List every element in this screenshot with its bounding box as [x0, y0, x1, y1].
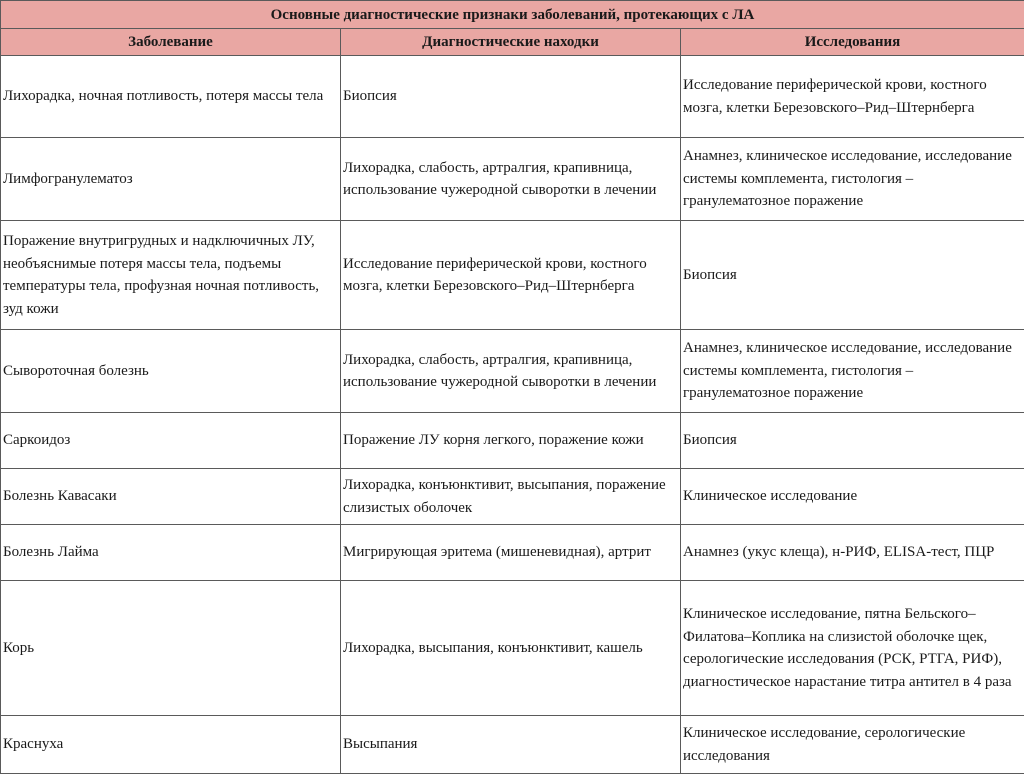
table-row — [1, 413, 1024, 469]
cell-studies: Анамнез, клиническое исследование, исследование системы комплемента, гистология – гранулематозное поражение — [681, 330, 1024, 413]
cell-studies: Исследование периферической крови, костного мозга, клетки Березовского–Рид–Штернберга — [681, 56, 1024, 138]
column-header-disease: Заболевание — [1, 29, 341, 56]
cell-disease: Поражение внутригрудных и надключичных ЛУ, необъяснимые потеря массы тела, подъемы температуры тела, профузная ночная потливость, зуд кожи — [1, 221, 341, 330]
cell-studies: Биопсия — [681, 221, 1024, 330]
table-row — [1, 138, 1024, 221]
cell-disease: Корь — [1, 581, 341, 716]
cell-findings: Биопсия — [341, 56, 681, 138]
cell-disease: Болезнь Лайма — [1, 525, 341, 581]
cell-disease: Лимфогранулематоз — [1, 138, 341, 221]
table-row — [1, 56, 1024, 138]
table-row — [1, 716, 1024, 774]
cell-findings: Мигрирующая эритема (мишеневидная), артрит — [341, 525, 681, 581]
table-title-row — [1, 1, 1024, 29]
table-row — [1, 469, 1024, 525]
column-header-findings: Диагностические находки — [341, 29, 681, 56]
cell-studies: Клиническое исследование, пятна Бельского–Филатова–Коплика на слизистой оболочке щек, серологические исследования (РСК, РТГА, РИФ), диагностическое нарастание титра антител в 4 раза — [681, 581, 1024, 716]
cell-studies: Анамнез, клиническое исследование, исследование системы комплемента, гистология – гранулематозное поражение — [681, 138, 1024, 221]
column-header-studies: Исследования — [681, 29, 1024, 56]
cell-findings: Лихорадка, высыпания, конъюнктивит, кашель — [341, 581, 681, 716]
table-header-row — [1, 29, 1024, 56]
cell-disease: Сывороточная болезнь — [1, 330, 341, 413]
cell-findings: Поражение ЛУ корня легкого, поражение кожи — [341, 413, 681, 469]
cell-studies: Клиническое исследование — [681, 469, 1024, 525]
cell-disease: Лихорадка, ночная потливость, потеря массы тела — [1, 56, 341, 138]
cell-findings: Лихорадка, слабость, артралгия, крапивница, использование чужеродной сыворотки в лечении — [341, 330, 681, 413]
cell-findings: Лихорадка, слабость, артралгия, крапивница, использование чужеродной сыворотки в лечении — [341, 138, 681, 221]
cell-studies: Биопсия — [681, 413, 1024, 469]
cell-disease: Краснуха — [1, 716, 341, 774]
table-row — [1, 581, 1024, 716]
table-row — [1, 221, 1024, 330]
cell-findings: Высыпания — [341, 716, 681, 774]
cell-studies: Клиническое исследование, серологические исследования — [681, 716, 1024, 774]
cell-findings: Лихорадка, конъюнктивит, высыпания, поражение слизистых оболочек — [341, 469, 681, 525]
cell-disease: Болезнь Кавасаки — [1, 469, 341, 525]
table-row — [1, 330, 1024, 413]
cell-studies: Анамнез (укус клеща), н-РИФ, ELISA-тест, ПЦР — [681, 525, 1024, 581]
table-title: Основные диагностические признаки заболеваний, протекающих с ЛА — [1, 1, 1024, 29]
cell-disease: Саркоидоз — [1, 413, 341, 469]
cell-findings: Исследование периферической крови, костного мозга, клетки Березовского–Рид–Штернберга — [341, 221, 681, 330]
table-row — [1, 525, 1024, 581]
